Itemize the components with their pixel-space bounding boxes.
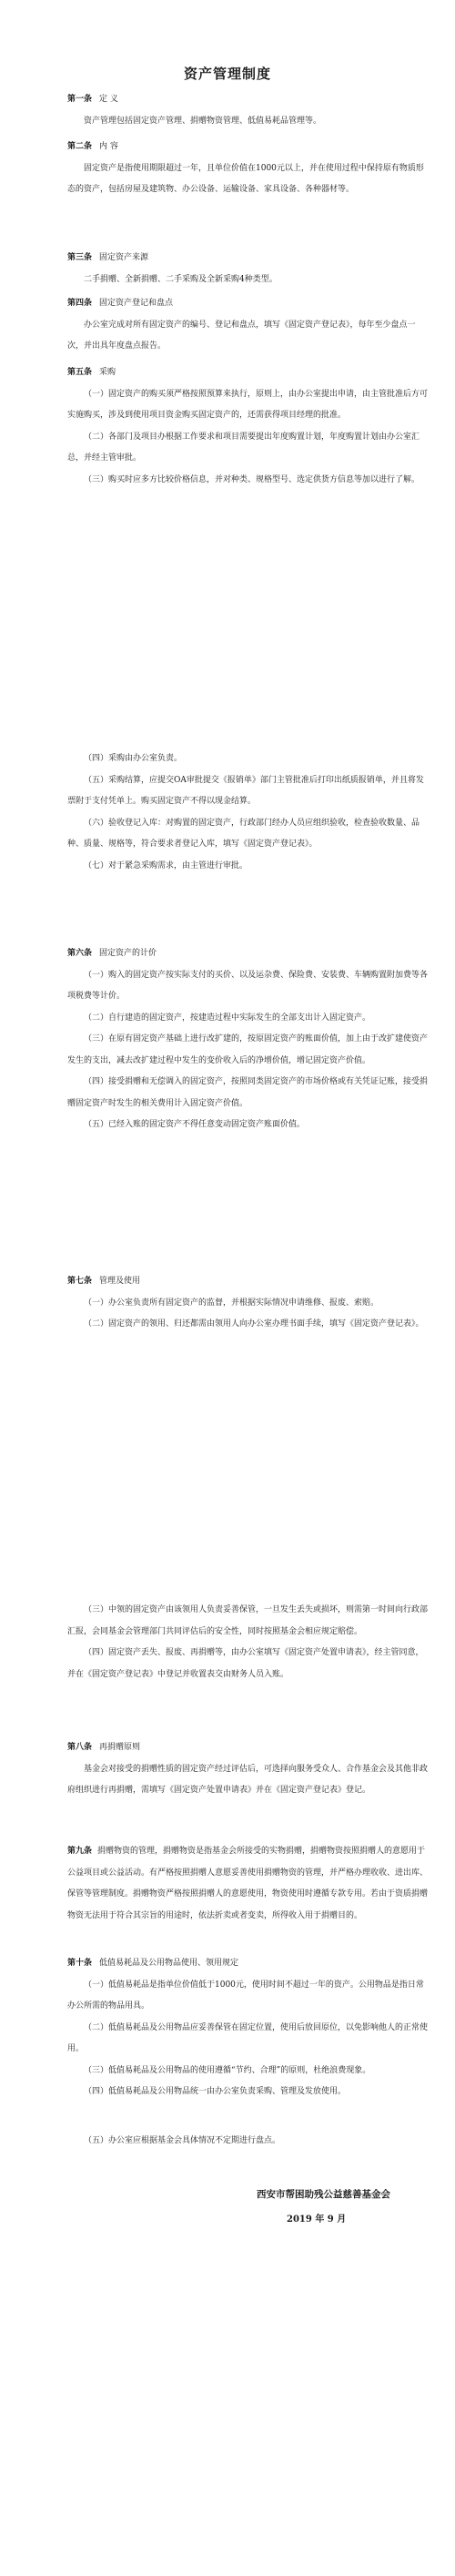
article-1-title: 定 义 xyxy=(99,95,118,104)
article-9 xyxy=(67,1841,431,1927)
article-7-continued xyxy=(67,1600,431,1685)
article-3 xyxy=(67,248,431,290)
article-5-title: 采购 xyxy=(99,368,116,377)
article-5-paragraph-4: （四）采购由办公室负责。 xyxy=(84,754,183,763)
article-8-heading xyxy=(67,1737,431,1759)
document-title: 资产管理制度 xyxy=(183,66,271,82)
article-2-title: 内 容 xyxy=(99,142,118,151)
article-10-paragraph-5: （五）办公室应根据基金会具体情况不定期进行盘点。 xyxy=(84,2136,281,2145)
article-8-title: 再捐赠原则 xyxy=(99,1743,141,1752)
article-9-paragraph xyxy=(67,1841,431,1927)
article-6-paragraph-4: （四）接受捐赠和无偿调入的固定资产，按照同类固定资产的市场价格或有关凭证记账，接受捐赠固定资产时发生的相关费用计入固定资产价值。 xyxy=(67,1077,429,1108)
article-5-paragraph-3: （三）购买时应多方比较价格信息，并对种类、规格型号、选定供货方信息等加以进行了解。 xyxy=(84,474,420,484)
article-2-paragraph: 固定资产是指使用期限超过一年，且单位价值在1000元以上，并在使用过程中保持原有物质形态的资产，包括房屋及建筑物、办公设备、运输设备、家具设备、各种器材等。 xyxy=(67,163,424,194)
article-5-paragraph-6: （六）验收登记入库：对购置的固定资产，行政部门经办人员应组织验收，检查验收数量、品种、质量、规格等，符合要求者登记入库，填写《固定资产登记表》。 xyxy=(67,818,420,849)
article-7-title: 管理及使用 xyxy=(99,1277,141,1286)
article-8-number: 第八条 xyxy=(67,1743,93,1752)
article-10-title: 低值易耗品及公用物品使用、领用规定 xyxy=(99,1959,239,1968)
article-5-paragraph-7: （七）对于紧急采购需求，由主管进行审批。 xyxy=(84,860,248,871)
article-7-paragraph-3: （三）中领的固定资产由该领用人负责妥善保管，一旦发生丢失或损坏，则需第一时间向行政部汇报，会同基金会管理部门共同评估后的安全性，同时按照基金会相应规定赔偿。 xyxy=(67,1605,429,1636)
article-10-paragraph-1: （一）低值易耗品是指单位价值低于1000元，使用时间不超过一年的资产。公用物品是指日常办公所需的物品用具。 xyxy=(67,1980,424,2011)
article-8 xyxy=(67,1737,431,1802)
article-7-paragraph-4: （四）固定资产丢失、报废、再捐赠等，由办公室填写《固定资产处置申请表》，经主管同意，并在《固定资产登记表》中登记并收置表交由财务人员入账。 xyxy=(67,1648,424,1679)
article-5-continued xyxy=(67,748,431,877)
article-10 xyxy=(67,1953,431,2103)
article-10-heading xyxy=(67,1953,431,1975)
article-6-number: 第六条 xyxy=(67,949,93,958)
article-9-text: 捐赠物资的管理，捐赠物资是指基金会所接受的实物捐赠，捐赠物资按照捐赠人的意愿用于公益项目或公益活动。有严格按照捐赠人意愿妥善使用捐赠物资的管理，并严格办理收收、进出库、保管等管理制度。捐赠物资严格按照捐赠人的意愿使用，物资使用时遵循专款专用。若由于资质捐赠物资无法用于符合其宗旨的用途时，依法折卖或者变卖，所得收入用于捐赠目的。 xyxy=(67,1847,429,1920)
article-4-number: 第四条 xyxy=(67,299,93,308)
article-5-heading xyxy=(67,362,431,384)
article-3-number: 第三条 xyxy=(67,253,93,262)
article-6-paragraph-2: （二）自行建造的固定资产，按建造过程中实际发生的全部支出计入固定资产。 xyxy=(84,1013,371,1023)
article-5-paragraph-1: （一）固定资产的购买须严格按照预算来执行，原则上，由办公室提出申请，由主管批准后方可实施购买，涉及到使用项目资金购买固定资产的，还需获得项目经理的批准。 xyxy=(67,389,429,420)
article-10-paragraph-4: （四）低值易耗品及公用物品统一由办公室负责采购、管理及发放使用。 xyxy=(84,2087,347,2096)
article-1-number: 第一条 xyxy=(67,95,93,104)
article-7-paragraph-1: （一）办公室负责所有固定资产的监督，并根据实际情况申请维修、报废、索赔。 xyxy=(84,1298,379,1308)
article-6-paragraph-5: （五）已经入账的固定资产不得任意变动固定资产账面价值。 xyxy=(84,1120,306,1129)
article-8-paragraph: 基金会对接受的捐赠性质的固定资产经过评估后，可选择向服务受众人、合作基金会及其他非政府组织进行再捐赠，需填写《固定资产处置申请表》并在《固定资产登记表》登记。 xyxy=(67,1764,429,1795)
article-5-paragraph-5: （五）采购结算，应提交OA审批提交《报销单》部门主管批准后打印出纸质报销单，并且将发票附于支付凭单上。购买固定资产不得以现金结算。 xyxy=(67,775,424,806)
article-1 xyxy=(67,89,431,132)
article-9-number: 第九条 xyxy=(67,1847,93,1856)
article-7-paragraph-2: （二）固定资产的领用、归还都需由领用人向办公室办理书面手续，填写《固定资产登记表》。 xyxy=(84,1319,424,1329)
article-3-paragraph: 二手捐赠、全新捐赠、二手采购及全新采购4种类型。 xyxy=(84,274,278,284)
organization-signature: 西安市帮困助残公益慈善基金会 xyxy=(257,2189,390,2200)
article-1-heading xyxy=(67,89,431,111)
article-10-paragraph-2: （二）低值易耗品及公用物品应妥善保管在固定位置，使用后放回原位，以免影响他人的正常使用。 xyxy=(67,2022,429,2053)
article-3-title: 固定资产来源 xyxy=(99,253,149,262)
article-5-number: 第五条 xyxy=(67,368,93,377)
article-7 xyxy=(67,1271,431,1336)
article-6 xyxy=(67,943,431,1136)
article-4-title: 固定资产登记和盘点 xyxy=(99,299,174,308)
article-3-heading xyxy=(67,248,431,270)
article-7-heading xyxy=(67,1271,431,1293)
article-4-heading xyxy=(67,293,431,315)
article-6-paragraph-3: （三）在原有固定资产基础上进行改扩建的，按原固定资产的账面价值，加上由于改扩建使资产发生的支出，减去改扩建过程中发生的变价收入后的净增价值，增记固定资产价值。 xyxy=(67,1034,429,1065)
article-4 xyxy=(67,293,431,358)
article-6-title: 固定资产的计价 xyxy=(99,949,157,958)
article-2-heading xyxy=(67,137,431,158)
article-7-number: 第七条 xyxy=(67,1277,93,1286)
article-6-heading xyxy=(67,943,431,965)
article-5-paragraph-2: （二）各部门及项目办根据工作要求和项目需要提出年度购置计划，年度购置计划由办公室汇总，并经主管审批。 xyxy=(67,432,420,463)
article-10-continued xyxy=(67,2131,431,2153)
article-6-paragraph-1: （一）购入的固定资产按实际支付的买价、以及运杂费、保险费、安装费、车辆购置附加费等各项税费等计价。 xyxy=(67,970,429,1001)
article-2-number: 第二条 xyxy=(67,142,93,151)
article-5 xyxy=(67,362,431,491)
article-2 xyxy=(67,137,431,201)
article-10-number: 第十条 xyxy=(67,1959,93,1968)
document-date: 2019 年 9 月 xyxy=(287,2215,347,2225)
article-10-paragraph-3: （三）低值易耗品及公用物品的使用遵循“节约、合理”的原则，杜绝浪费现象。 xyxy=(84,2065,371,2075)
article-4-paragraph: 办公室完成对所有固定资产的编号、登记和盘点，填写《固定资产登记表》，每年至少盘点一次，并出具年度盘点报告。 xyxy=(67,320,416,351)
article-1-paragraph: 资产管理包括固定资产管理、捐赠物资管理、低值易耗品管理等。 xyxy=(84,116,322,126)
